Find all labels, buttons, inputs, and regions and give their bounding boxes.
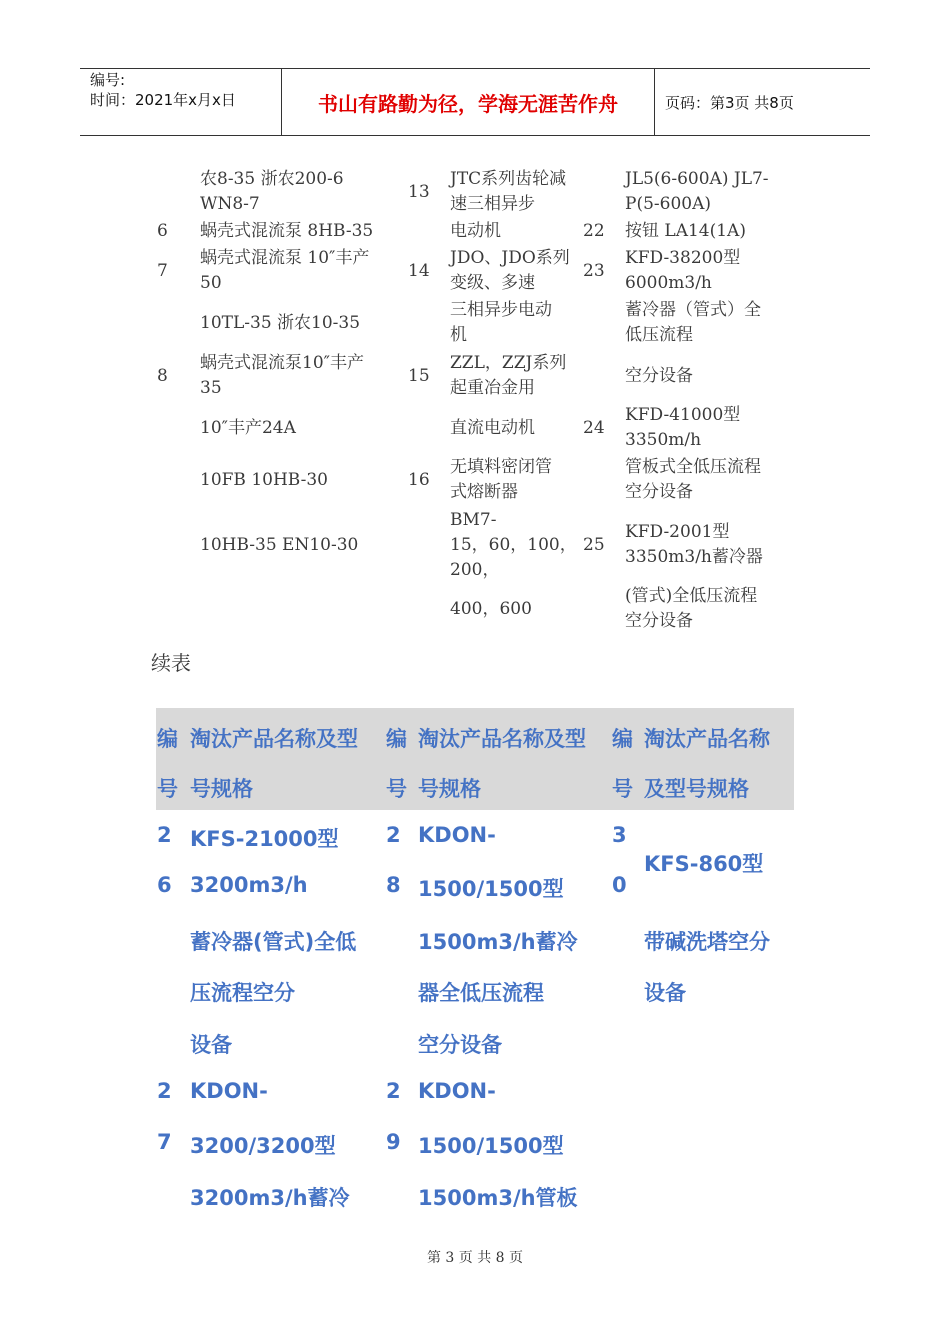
table-cell: JTC系列齿轮减 bbox=[450, 169, 567, 189]
product-line: 1500/1500型 bbox=[418, 877, 564, 901]
header-cell-number: 编 bbox=[612, 727, 633, 751]
continued-label: 续表 bbox=[151, 651, 191, 675]
row-number: 2 bbox=[386, 823, 401, 847]
product-line: KDON- bbox=[418, 823, 496, 847]
table-cell: 管板式全低压流程 bbox=[625, 457, 761, 477]
doc-number-label: 编号: bbox=[90, 71, 126, 89]
table-cell: P(5-600A) bbox=[625, 194, 711, 214]
product-line: 1500m3/h蓄冷 bbox=[418, 930, 578, 954]
product-line: 压流程空分 bbox=[190, 981, 295, 1005]
table-cell: ZZL，ZZJ系列 bbox=[450, 353, 567, 373]
table-cell: 电动机 bbox=[450, 221, 501, 241]
table-cell: 7 bbox=[157, 261, 168, 281]
table-cell: 变级、多速 bbox=[450, 273, 535, 293]
header-cell-number: 编 bbox=[386, 727, 407, 751]
doc-time-label: 时间：2021年x月x日 bbox=[90, 91, 236, 109]
product-line: 设备 bbox=[644, 981, 686, 1005]
product-line: 设备 bbox=[190, 1033, 232, 1057]
table-cell: 15，60，100， bbox=[450, 535, 577, 555]
table-cell: JL5(6-600A) JL7- bbox=[625, 169, 769, 189]
table-cell: 速三相异步 bbox=[450, 194, 535, 214]
table-cell: 空分设备 bbox=[625, 482, 693, 502]
table-cell: 10FB 10HB-30 bbox=[200, 470, 328, 490]
table-cell: 400，600 bbox=[450, 599, 532, 619]
header-cell-name: 淘汰产品名称及型 bbox=[190, 727, 358, 751]
header-cell-name: 淘汰产品名称 bbox=[644, 727, 770, 751]
table-cell: 按钮 LA14(1A) bbox=[625, 221, 746, 241]
table-cell: 机 bbox=[450, 325, 467, 345]
table-cell: 低压流程 bbox=[625, 325, 693, 345]
product-line: 3200/3200型 bbox=[190, 1134, 336, 1158]
table-cell: 3350m/h bbox=[625, 430, 702, 450]
table-cell: 式熔断器 bbox=[450, 482, 518, 502]
table-cell: 24 bbox=[583, 418, 605, 438]
product-line: 带碱洗塔空分 bbox=[644, 930, 770, 954]
table-cell: 农8-35 浙农200-6 bbox=[200, 169, 344, 189]
header-cell-name: 号规格 bbox=[190, 777, 253, 801]
product-line: 3200m3/h bbox=[190, 873, 308, 897]
table-cell: 3350m3/h蓄冷器 bbox=[625, 547, 763, 567]
header-cell-number: 号 bbox=[157, 777, 178, 801]
header-cell-name: 及型号规格 bbox=[644, 777, 749, 801]
table-cell: 6000m3/h bbox=[625, 273, 712, 293]
row-number: 9 bbox=[386, 1130, 401, 1154]
table-cell: WN8-7 bbox=[200, 194, 260, 214]
header-page-label: 页码：第3页 共8页 bbox=[665, 94, 794, 112]
header-cell-number: 号 bbox=[612, 777, 633, 801]
table-cell: JDO、JDO系列 bbox=[450, 248, 570, 268]
table-cell: 200， bbox=[450, 560, 500, 580]
page-footer: 第 3 页 共 8 页 bbox=[426, 1250, 524, 1266]
table-cell: 蓄冷器（管式）全 bbox=[625, 300, 761, 320]
header-cell-number: 号 bbox=[386, 777, 407, 801]
table-cell: 空分设备 bbox=[625, 611, 693, 631]
product-line: 空分设备 bbox=[418, 1033, 502, 1057]
row-number: 2 bbox=[157, 823, 172, 847]
header-cell-name: 号规格 bbox=[418, 777, 481, 801]
table-cell: 6 bbox=[157, 221, 168, 241]
row-number: 3 bbox=[612, 823, 627, 847]
table-cell: 16 bbox=[408, 470, 430, 490]
header-cell-name: 淘汰产品名称及型 bbox=[418, 727, 586, 751]
table-cell: 蜗壳式混流泵 10″丰产 bbox=[200, 248, 370, 268]
table-cell: (管式)全低压流程 bbox=[625, 586, 758, 606]
product-line: KFS-860型 bbox=[644, 852, 764, 876]
product-line: 1500/1500型 bbox=[418, 1134, 564, 1158]
table-cell: 15 bbox=[408, 366, 430, 386]
table-cell: KFD-2001型 bbox=[625, 522, 730, 542]
row-number: 6 bbox=[157, 873, 172, 897]
table-cell: BM7- bbox=[450, 510, 497, 530]
table-cell: 10HB-35 EN10-30 bbox=[200, 535, 359, 555]
table-cell: 起重冶金用 bbox=[450, 378, 535, 398]
table-cell: 35 bbox=[200, 378, 222, 398]
table-cell: 直流电动机 bbox=[450, 418, 535, 438]
header-cell-number: 编 bbox=[157, 727, 178, 751]
product-line: KFS-21000型 bbox=[190, 827, 339, 851]
row-number: 2 bbox=[157, 1079, 172, 1103]
product-line: 1500m3/h管板 bbox=[418, 1186, 578, 1210]
header-divider bbox=[654, 68, 655, 136]
table-cell: 13 bbox=[408, 182, 430, 202]
product-line: KDON- bbox=[190, 1079, 268, 1103]
table-cell: 23 bbox=[583, 261, 605, 281]
row-number: 0 bbox=[612, 873, 627, 897]
table-cell: 空分设备 bbox=[625, 366, 693, 386]
table-cell: KFD-41000型 bbox=[625, 405, 741, 425]
table-cell: 蜗壳式混流泵10″丰产 bbox=[200, 353, 364, 373]
header-motto: 书山有路勤为径，学海无涯苦作舟 bbox=[318, 92, 618, 116]
table-cell: 50 bbox=[200, 273, 222, 293]
header-top-rule bbox=[80, 68, 870, 69]
header-bottom-rule bbox=[80, 135, 870, 136]
row-number: 7 bbox=[157, 1130, 172, 1154]
product-line: 3200m3/h蓄冷 bbox=[190, 1186, 350, 1210]
row-number: 2 bbox=[386, 1079, 401, 1103]
table-cell: 8 bbox=[157, 366, 168, 386]
table-cell: 无填料密闭管 bbox=[450, 457, 552, 477]
table-cell: 25 bbox=[583, 535, 605, 555]
table-cell: 10TL-35 浙农10-35 bbox=[200, 313, 361, 333]
product-line: KDON- bbox=[418, 1079, 496, 1103]
table-cell: 14 bbox=[408, 261, 430, 281]
header-info bbox=[90, 70, 236, 110]
row-number: 8 bbox=[386, 873, 401, 897]
product-line: 器全低压流程 bbox=[418, 981, 544, 1005]
table-cell: 10″丰产24A bbox=[200, 418, 296, 438]
table-cell: 蜗壳式混流泵 8HB-35 bbox=[200, 221, 374, 241]
table-cell: 三相异步电动 bbox=[450, 300, 552, 320]
table-cell: 22 bbox=[583, 221, 605, 241]
product-line: 蓄冷器(管式)全低 bbox=[190, 930, 357, 954]
table-cell: KFD-38200型 bbox=[625, 248, 741, 268]
